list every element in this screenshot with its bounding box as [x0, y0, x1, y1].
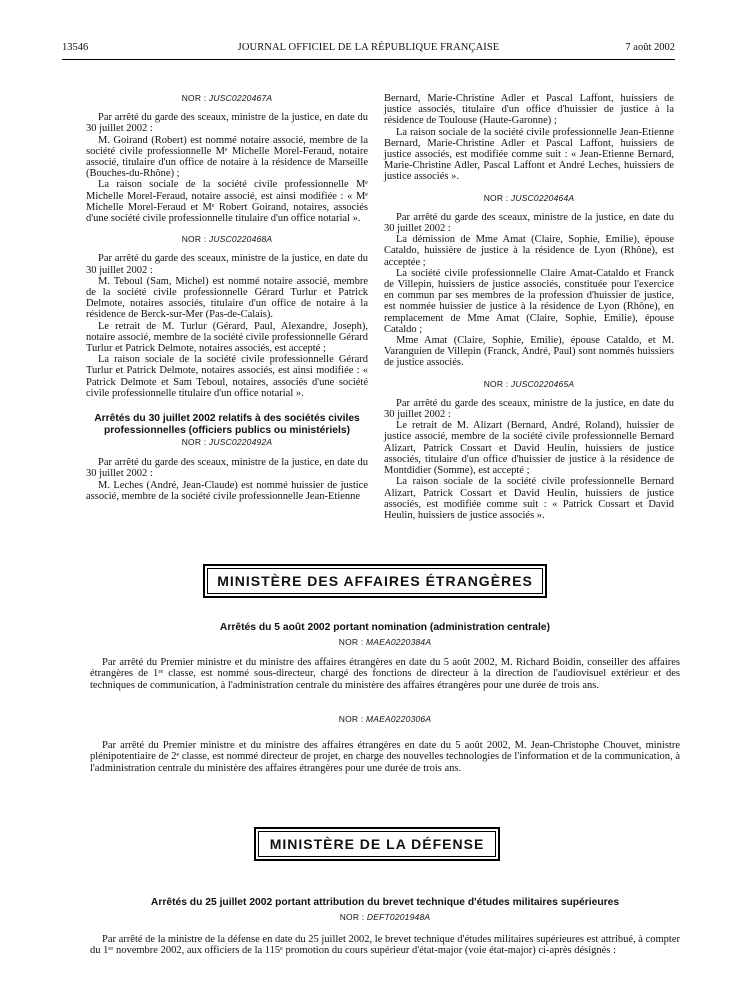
paragraph: Mme Amat (Claire, Sophie, Emilie), épouse Cataldo, et M. Varanguien de Villepin (Franck, André, Paul) sont nommés huissiers de justice associés.	[384, 335, 674, 369]
paragraph: Par arrêté du garde des sceaux, ministre de la justice, en date du 30 juillet 2002 :	[86, 112, 368, 135]
paragraph: M. Leches (André, Jean-Claude) est nommé huissier de justice associé, membre de la société civile professionnelle Jean-Etienne	[86, 479, 368, 502]
paragraph: Par arrêté du garde des sceaux, ministre de la justice, en date du 30 juillet 2002 :	[384, 397, 674, 421]
decree-paragraph	[90, 657, 680, 691]
decree-paragraph	[90, 740, 680, 774]
ministry-title: MINISTÈRE DE LA DÉFENSE	[269, 836, 485, 852]
ministry-title: MINISTÈRE DES AFFAIRES ÉTRANGÈRES	[217, 573, 533, 589]
section-headline: Arrêtés du 5 août 2002 portant nomination (administration centrale)	[219, 622, 551, 633]
nor-reference: NOR : MAEA0220384A	[338, 637, 432, 647]
nor-reference: NOR : MAEA0220306A	[338, 714, 432, 724]
paragraph: M. Teboul (Sam, Michel) est nommé notaire associé, membre de la société civile professionnelle Gérard Turlur et Patrick Delmote, notaires associés, titulaire d'un office de notaire à la résidence de Berck-sur-Mer (Pas-de-Calais).	[86, 275, 368, 321]
left-column	[86, 93, 368, 502]
paragraph: La raison sociale de la société civile professionnelle Gérard Turlur et Patrick Delmote, notaires associés, est ainsi modifiée : « Patrick Delmote et Sam Teboul, notaires, associés d'une société civile professionnelle titulaire d'un office notarial ».	[86, 354, 368, 399]
ministry-defense-title-box	[254, 827, 500, 861]
nor-reference: NOR : JUSC0220468A	[181, 234, 273, 245]
paragraph: La raison sociale de la société civile professionnelle Jean-Etienne Bernard, Marie-Christine Adler et Pascal Laffont, huissiers de justice associés, est modifiée comme suit : « Jean-Etienne Bernard, Marie-Christine Adler, Pascal Laffont et André Leches, huissiers de justice associés ».	[384, 126, 674, 183]
section-headline: Arrêtés du 30 juillet 2002 relatifs à des sociétés civiles professionnelles (officiers publics ou ministériels)	[94, 413, 360, 436]
paragraph: Le retrait de M. Alizart (Bernard, André, Roland), huissier de justice associé, membre de la société civile professionnelle Bernard Alizart, Patrick Cossart et David Heulin, huissiers de justice associés, titulaire d'un office d'huissier de justice à la résidence de Montdidier (Somme), est accepté ;	[384, 420, 674, 477]
ministry-affaires-title-box	[203, 564, 547, 598]
nor-reference: NOR : JUSC0220467A	[181, 93, 273, 103]
paragraph: Par arrêté du garde des sceaux, ministre de la justice, en date du 30 juillet 2002 :	[86, 253, 368, 276]
nor-reference: NOR : JUSC0220492A	[181, 437, 273, 448]
right-column	[384, 93, 674, 521]
paragraph: La raison sociale de la société civile professionnelle Mᵉ Michelle Morel-Feraud, notaire associé, est ainsi modifiée : « Mᵉ Michelle Morel-Feraud et Mᵉ Robert Goirand, notaires, associés d'une société civile professionnelle titulaire d'un office notarial ».	[86, 179, 368, 225]
paragraph: Le retrait de M. Turlur (Gérard, Paul, Alexandre, Joseph), notaire associé, membre de la société civile professionnelle Gérard Turlur et Patrick Delmote, notaires associés, est accepté ;	[86, 320, 368, 355]
section-headline: Arrêtés du 25 juillet 2002 portant attribution du brevet technique d'études militaires supérieures	[150, 897, 620, 908]
page-number: 13546	[62, 42, 89, 53]
nor-reference: NOR : DEFT0201948A	[339, 912, 431, 922]
paragraph: La démission de Mme Amat (Claire, Sophie, Emilie), épouse Cataldo, huissière de justice à la résidence de Lyon (Rhône), est acceptée ;	[384, 234, 674, 268]
paragraph: M. Goirand (Robert) est nommé notaire associé, membre de la société civile professionnelle Mᵉ Michelle Morel-Feraud, notaire associé, titulaire d'un office de notaire à la résidence de Marseille (Bouches-du-Rhône) ;	[86, 134, 368, 180]
paragraph: Par arrêté du garde des sceaux, ministre de la justice, en date du 30 juillet 2002 :	[86, 457, 368, 480]
paragraph: La société civile professionnelle Claire Amat-Cataldo et Franck de Villepin, huissiers de justice associés, constituée pour l'exercice en commun par ses membres de la profession d'huissier de justice, est nommée huissier de justice à la résidence de Lyon (Rhône), en remplacement de Mme Amat (Claire, Sophie, Emilie), épouse Cataldo ;	[384, 267, 674, 335]
decree-paragraph	[90, 934, 680, 957]
page-header	[62, 42, 675, 56]
paragraph: Par arrêté du garde des sceaux, ministre de la justice, en date du 30 juillet 2002 :	[384, 211, 674, 235]
paragraph: Bernard, Marie-Christine Adler et Pascal Laffont, huissiers de justice associés, titulaire d'un office d'huissier de justice à la résidence de Toulouse (Haute-Garonne) ;	[384, 93, 674, 127]
nor-reference: NOR : JUSC0220464A	[483, 192, 575, 203]
header-rule	[62, 59, 675, 60]
paragraph: Par arrêté du Premier ministre et du ministre des affaires étrangères en date du 5 août 2002, M. Richard Boidin, conseiller des affaires étrangères de 1ʳᵉ classe, est nommé sous-directeur, chargé des fonctions de directeur à la direction de l'audiovisuel extérieur et des techniques de communication, à l'administration centrale du ministère des affaires étrangères pour une durée de trois ans.	[90, 657, 680, 691]
paragraph: Par arrêté de la ministre de la défense en date du 25 juillet 2002, le brevet technique d'études militaires supérieures est attribué, à compter du 1ᵉʳ novembre 2002, aux officiers de la 115ᵉ promotion du cours supérieur d'état-major (voie état-major) ci-après désignés :	[90, 934, 680, 957]
issue-date: 7 août 2002	[625, 42, 675, 53]
paragraph: La raison sociale de la société civile professionnelle Bernard Alizart, Patrick Cossart et David Heulin, huissiers de justice associés, est modifiée comme suit : « Patrick Cossart et David Heulin, huissiers de justice associés ».	[384, 476, 674, 521]
journal-title: JOURNAL OFFICIEL DE LA RÉPUBLIQUE FRANÇAISE	[237, 42, 500, 53]
nor-reference: NOR : JUSC0220465A	[483, 378, 575, 389]
paragraph: Par arrêté du Premier ministre et du ministre des affaires étrangères en date du 5 août 2002, M. Jean-Christophe Chouvet, ministre plénipotentiaire de 2ᵉ classe, est nommé directeur de projet, en charge des nouvelles technologies de l'information et de la communication, à l'administration centrale du ministère des affaires étrangères pour une durée de trois ans.	[90, 740, 680, 774]
